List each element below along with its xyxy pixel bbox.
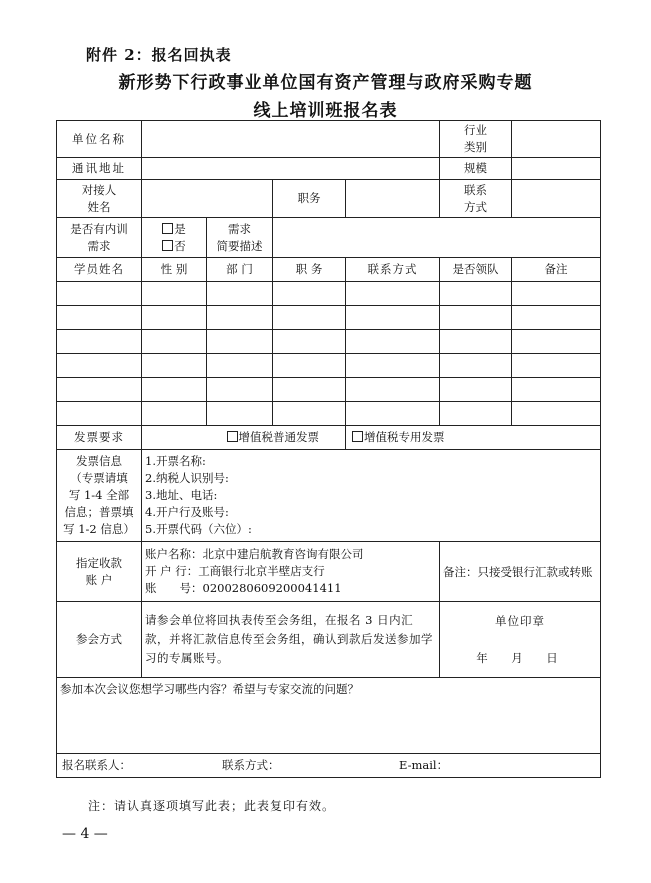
reg-email-label: E-mail：	[399, 758, 449, 772]
yes-checkbox[interactable]: 是	[145, 221, 203, 238]
checkbox-icon	[162, 240, 173, 251]
invoice-info-fields[interactable]	[142, 450, 601, 542]
question-text: 参加本次会议您想学习哪些内容？希望与专家交流的问题？	[60, 682, 359, 696]
address-row	[57, 158, 601, 180]
col-header-department: 部 门	[207, 258, 273, 282]
attendee-row	[57, 378, 601, 402]
account-details	[142, 542, 440, 602]
contact-method-field[interactable]	[512, 180, 601, 218]
footer-note: 注：请认真逐项填写此表；此表复印有效。	[88, 799, 336, 813]
contact-name-field[interactable]	[142, 180, 273, 218]
reg-phone-label: 联系方式：	[222, 758, 280, 772]
col-header-contact: 联系方式	[346, 258, 440, 282]
internal-training-options	[142, 218, 207, 258]
checkbox-icon	[162, 223, 173, 234]
attendee-row	[57, 402, 601, 426]
no-checkbox[interactable]: 否	[145, 238, 203, 255]
industry-field[interactable]	[512, 121, 601, 158]
invoice-item: 5.开票代码（六位）:	[145, 522, 252, 536]
position-field[interactable]	[346, 180, 440, 218]
contact-label: 对接人 姓名	[57, 180, 142, 218]
invoice-item: 4.开户行及账号:	[145, 505, 229, 519]
unit-name-label: 单位名称	[57, 121, 142, 158]
scale-field[interactable]	[512, 158, 601, 180]
attendee-row	[57, 282, 601, 306]
account-row	[57, 542, 601, 602]
account-bank: 开 户 行：工商银行北京半壁店支行	[145, 564, 325, 578]
invoice-requirement-label: 发票要求	[57, 426, 142, 450]
account-name: 账户名称：北京中建启航教育咨询有限公司	[145, 547, 364, 561]
invoice-normal-option[interactable]: 增值税普通发票	[142, 426, 346, 450]
page-number: — 4 —	[62, 826, 108, 842]
col-header-remark: 备注	[512, 258, 601, 282]
registration-contact-row	[57, 754, 601, 778]
attendee-row	[57, 330, 601, 354]
checkbox-icon	[227, 431, 238, 442]
col-header-gender: 性 别	[142, 258, 207, 282]
attendee-header-row	[57, 258, 601, 282]
date-label: 年 月 日	[476, 650, 564, 665]
industry-label: 行业 类别	[440, 121, 512, 158]
attendee-row	[57, 354, 601, 378]
account-number: 账 号：0200280609200041411	[145, 581, 342, 595]
unit-name-row	[57, 121, 601, 158]
invoice-special-option[interactable]: 增值税专用发票	[346, 426, 601, 450]
contact-row	[57, 180, 601, 218]
address-label: 通讯地址	[57, 158, 142, 180]
col-header-leader: 是否领队	[440, 258, 512, 282]
invoice-info-label: 发票信息 （专票请填 写 1-4 全部 信息；普票填 写 1-2 信息）	[57, 450, 142, 542]
attendance-text: 请参会单位将回执表传至会务组，在报名 3 日内汇款，并将汇款信息传至会务组，确认到款后发送参加学习的专属账号。	[142, 602, 440, 678]
unit-name-field[interactable]	[142, 121, 440, 158]
invoice-requirement-row	[57, 426, 601, 450]
invoice-item: 2.纳税人识别号:	[145, 471, 229, 485]
question-field[interactable]	[57, 678, 601, 754]
invoice-item: 1.开票名称:	[145, 454, 206, 468]
form-title-line-1: 新形势下行政事业单位国有资产管理与政府采购专题	[118, 73, 533, 93]
internal-training-label: 是否有内训 需求	[57, 218, 142, 258]
attendance-row	[57, 602, 601, 678]
col-header-position: 职 务	[273, 258, 346, 282]
attendance-label: 参会方式	[57, 602, 142, 678]
internal-training-row	[57, 218, 601, 258]
demand-label: 需求 简要描述	[207, 218, 273, 258]
position-label: 职务	[273, 180, 346, 218]
attendee-row	[57, 306, 601, 330]
unit-seal-area	[440, 602, 601, 678]
address-field[interactable]	[142, 158, 440, 180]
question-row	[57, 678, 601, 754]
col-header-name: 学员姓名	[57, 258, 142, 282]
invoice-info-row	[57, 450, 601, 542]
seal-label: 单位印章	[495, 613, 545, 628]
account-note: 备注：只接受银行汇款或转账	[440, 542, 601, 602]
invoice-item: 3.地址、电话:	[145, 488, 218, 502]
reg-contact-label: 报名联系人：	[62, 758, 131, 772]
contact-method-label: 联系 方式	[440, 180, 512, 218]
demand-field[interactable]	[273, 218, 601, 258]
registration-contact-field[interactable]	[57, 754, 601, 778]
checkbox-icon	[352, 431, 363, 442]
registration-form-table	[56, 120, 601, 778]
scale-label: 规模	[440, 158, 512, 180]
form-title-line-2: 线上培训班报名表	[253, 101, 398, 121]
attachment-label: 附件 2：报名回执表	[86, 46, 232, 64]
account-label: 指定收款 账 户	[57, 542, 142, 602]
